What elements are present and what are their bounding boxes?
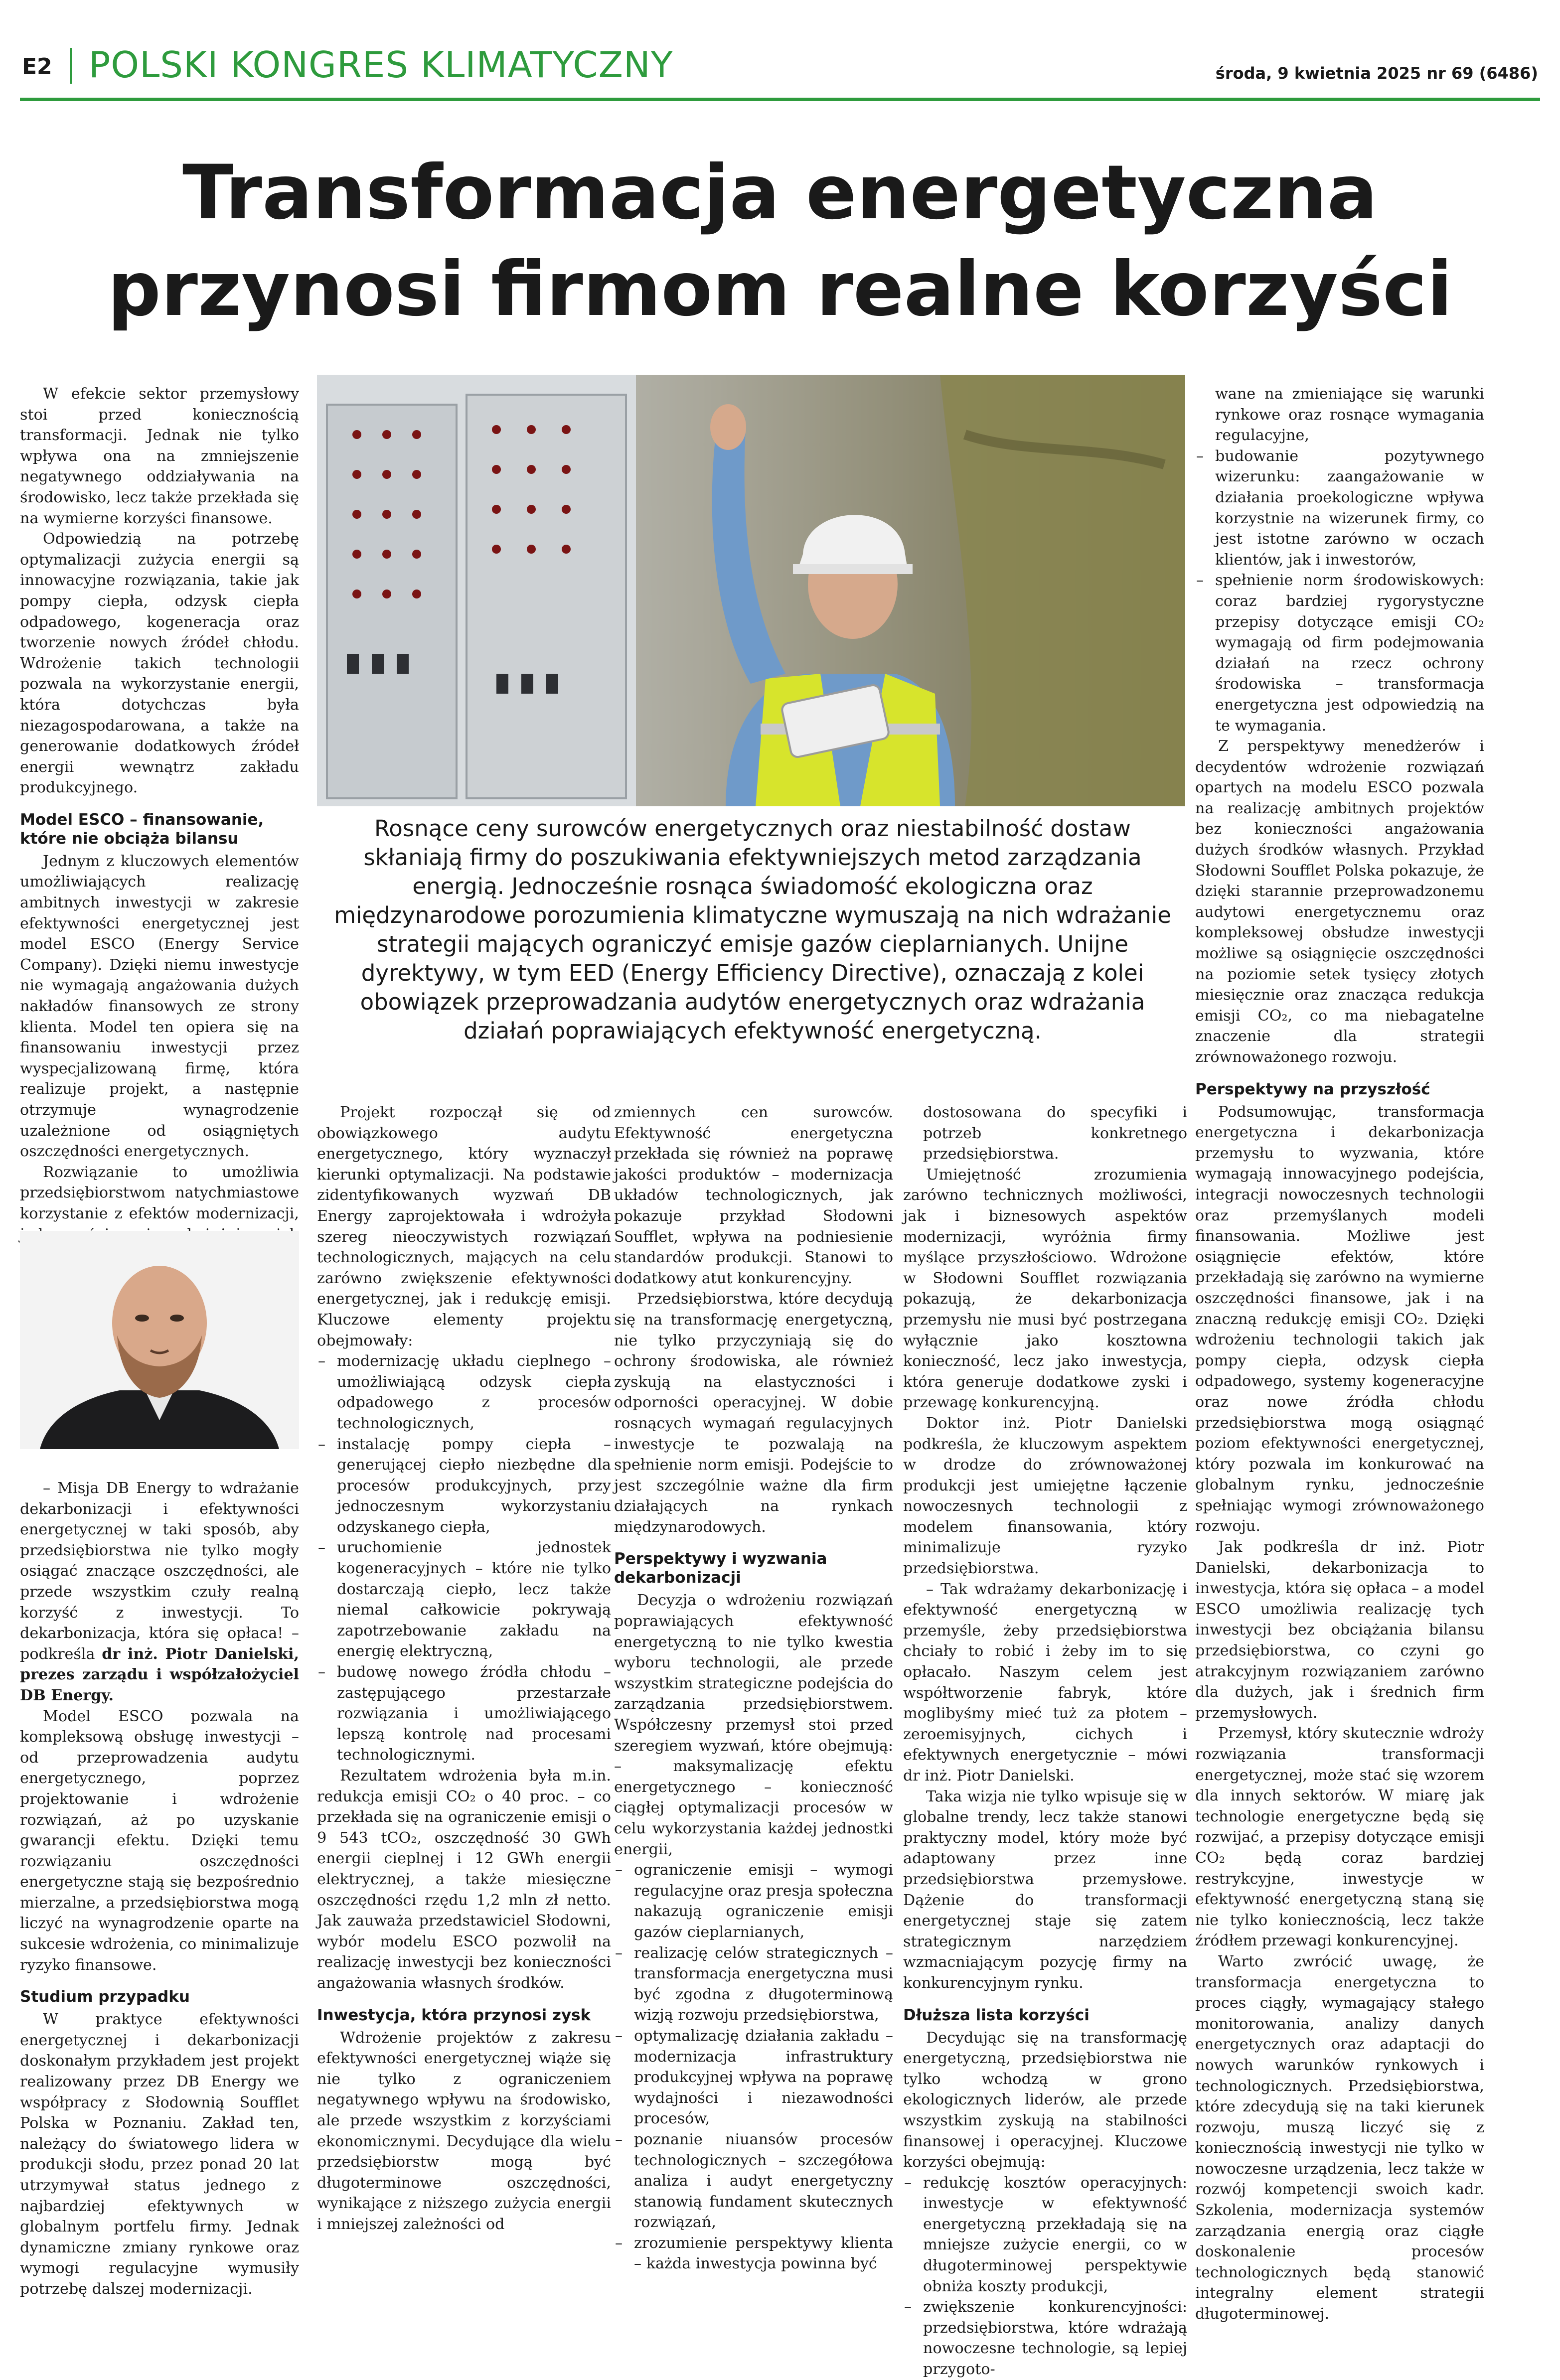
headline [0,145,1560,338]
list-item: – realizację celów strategicznych – transformacja energetyczna musi być zgodna z długoterminową wizją rozwoju przedsiębiorstwa, [614,1943,893,2026]
paragraph: Decydując się na transformację energetyczną, przedsiębiorstwa nie tylko wchodzą w grono ekologicznych liderów, ale przede wszystkim zyskują na stabilności finansowej i operacyjnej. Kluczowe korzyści obejmują: [903,2029,1187,2171]
paragraph: Wdrożenie projektów z zakresu efektywności energetycznej wiąże się nie tylko z ograniczeniem negatywnego wpływu na środowisko, ale przede wszystkim z korzyściami ekonomicznymi. Decydujące dla wielu przedsiębiorstw mogą być długoterminowe oszczędności, wynikające z niższego zużycia energii i mniejszej zależności od [317,2029,611,2233]
section-title: POLSKI KONGRES KLIMATYCZNY [89,44,673,86]
column-c [903,1102,1187,2380]
paragraph: dostosowana do specyfiki i potrzeb konkretnego przedsiębiorstwa. [923,1104,1187,1163]
paragraph: Podsumowując, transformacja energetyczna i dekarbonizacja przemysłu to wyzwania, które wymagają innowacyjnego podejścia, integracji nowoczesnych technologii oraz przemyślanych modeli finansowania. Możliwe jest osiągnięcie efektów, które przekładają się zarówno na wymierne oszczędności finansowe, jak i na znaczną redukcję emisji CO₂. Dzięki wdrożeniu technologii takich jak pompy ciepła, odzysk ciepła odpadowego, systemy kogeneracyjne oraz nowe źródła chłodu przedsiębiorstwa mogą osiągnąć poziom efektywności energetycznej, który pozwala im konkurować na globalnym rynku, jednocześnie spełniając wymogi zrównoważonego rozwoju. [1195,1103,1484,1535]
headline-line-1: Transformacja energetyczna [182,149,1378,236]
bullet-list [614,1860,893,2274]
list-item: – zrozumienie perspektywy klienta – każda inwestycja powinna być [614,2233,893,2274]
column-1-top [20,384,299,1266]
paragraph: Umiejętność zrozumienia zarówno technicznych możliwości, jak i biznesowych aspektów modernizacji, wyróżnia firmy myślące przyszłościowo. Wdrożone w Słodowni Soufflet rozwiązania pokazują, że dekarbonizacja przemysłu nie musi być postrzegana wyłącznie jako kosztowna konieczność, lecz jako inwestycja, która generuje dodatkowe zyski i przewagę konkurencyjną. [903,1166,1187,1412]
paragraph: Projekt rozpoczął się od obowiązkowego audytu energetycznego, który wyznaczył kierunki optymalizacji. Na podstawie zidentyfikowanych wyzwań DB Energy zaprojektowała i wdrożyła szereg nieoczywistych rozwiązań technologicznych, mających na celu zarówno zwiększenie efektywności energetycznej, jak i redukcję emisji. Kluczowe elementy projektu obejmowały: [317,1104,611,1349]
subheading-perspectives: Perspektywy i wyzwania dekarbonizacji [614,1550,827,1587]
engineer-illustration [317,375,1185,806]
paragraph: wane na zmieniające się warunki rynkowe oraz rosnące wymagania regulacyjne, [1215,385,1484,445]
paragraph: Przemysł, który skutecznie wdroży rozwiązania transformacji energetycznej, może stać się wzorem dla innych sektorów. W miarę jak technologie energetyczne będą się rozwijać, a przepisy dotyczące emisji CO₂ będą coraz bardziej restrykcyjne, inwestycje w efektywność energetyczną staną się nie tylko koniecznością, lecz także źródłem przewagi konkurencyjnej. [1195,1725,1484,1950]
subheading-investment: Inwestycja, która przynosi zysk [317,2006,591,2024]
bullet-list [1195,446,1484,736]
paragraph: Jednym z kluczowych elementów umożliwiających realizację ambitnych inwestycji w zakresie efektywności energetycznej jest model ESCO (Energy Service Company). Dzięki niemu inwestycje nie wymagają angażowania dużych nakładów finansowych ze strony klienta. Model ten opiera się na finansowaniu inwestycji przez wyspecjalizowaną firmę, która realizuje projekt, a następnie otrzymuje wynagrodzenie uzależnione od osiągniętych oszczędności energetycznych. [20,852,299,1161]
list-item: – instalację pompy ciepła – generującej ciepło niezbędne dla procesów produkcyjnych, przy jednoczesnym wykorzystaniu odzyskanego ciepła, [317,1434,611,1538]
list-item: – uruchomienie jednostek kogeneracyjnych – które nie tylko dostarczają ciepło, lecz także niemal całkowicie pokrywają zapotrzebowanie zakładu na energię elektryczną, [317,1537,611,1662]
quote-author: dr inż. Piotr Danielski, prezes zarządu i współzałożyciel DB Energy. [20,1645,299,1704]
column-b [614,1102,893,2274]
issue-info: środa, 9 kwietnia 2025 nr 69 (6486) [1215,64,1538,83]
paragraph: Model ESCO pozwala na kompleksową obsługę inwestycji – od przeprowadzenia audytu energetycznego, poprzez projektowanie i wdrożenie rozwiązań, aż po uzyskanie gwarancji efektu. Dzięki temu rozwiązaniu oszczędności energetyczne stają się bezpośrednio mierzalne, a przedsiębiorstwa mogą liczyć na wynagrodzenie oparte na sukcesie wdrożenia, co minimalizuje ryzyko finansowe. [20,1707,299,1974]
list-item: – poznanie niuansów procesów technologicznych – szczegółowa analiza i audyt energetyczny stanowią fundament skutecznych rozwiązań, [614,2129,893,2233]
subheading-esco: Model ESCO – finansowanie, które nie obciąża bilansu [20,810,264,848]
paragraph: Warto zwrócić uwagę, że transformacja energetyczna to proces ciągły, wymagający stałego monitorowania, analizy danych energetycznych oraz adaptacji do nowych warunków rynkowych i technologicznych. Przedsiębiorstwa, które zdecydują się na taki kierunek rozwoju, muszą liczyć się z koniecznością inwestycji nie tylko w nowoczesne urządzenia, lecz także w rozwój kompetencji swoich kadr. Szkolenia, modernizacja systemów zarządzania energią oraz ciągłe doskonalenie procesów technologicznych będą stanowić integralny element strategii długoterminowej. [1195,1952,1484,2323]
subheading-benefits: Dłuższa lista korzyści [903,2006,1090,2024]
quote-text: – Misja DB Energy to wdrażanie dekarbonizacji i efektywności energetycznej w taki sposób, aby przedsiębiorstwa nie tylko mogły osiągać znaczące oszczędności, ale przede wszystkim czuły realną korzyść z inwestycji. To dekarbonizacja, która się opłaca! – podkreśla [20,1480,299,1663]
list-item: – modernizację układu cieplnego – umożliwiającą odzysk ciepła odpadowego z procesów technologicznych, [317,1351,611,1434]
portrait-illustration [20,1231,299,1449]
header-rule [20,98,1540,101]
paragraph: Rozwiązanie to umożliwia przedsiębiorstwom natychmiastowe korzystanie z efektów modernizacji, [20,1163,299,1222]
column-a [317,1102,611,2234]
bullet-list [903,2173,1187,2380]
paragraph: Z perspektywy menedżerów i decydentów wdrożenie rozwiązań opartych na modelu ESCO pozwala na realizację ambitnych projektów bez konieczności angażowania dużych środków własnych. Przykład Słodowni Soufflet Polska pokazuje, że dzięki starannie przeprowadzonemu audytowi energetycznemu oraz kompleksowej obsłudze inwestycji możliwe są osiągnięcie oszczędności na poziomie setek tysięcy złotych miesięcznie oraz znacząca redukcja emisji CO₂, co ma niebagatelne znaczenie dla strategii zrównoważonego rozwoju. [1195,738,1484,1066]
list-item: – ograniczenie emisji – wymogi regulacyjne oraz presja społeczna nakazują ograniczenie emisji gazów cieplarnianych, [614,1860,893,1942]
paragraph: Jak podkreśla dr inż. Piotr Danielski, dekarbonizacja to inwestycja, która się opłaca – a model ESCO umożliwia realizację tych inwestycji bez obciążania bilansu przedsiębiorstwa, co czyni go atrakcyjnym rozwiązaniem zarówno dla dużych, jak i średnich firm przemysłowych. [1195,1538,1484,1722]
list-item: – budowanie pozytywnego wizerunku: zaangażowanie w działania proekologiczne wpływa korzystnie na wizerunek firmy, co jest istotne zarówno w oczach klientów, jak i inwestorów, [1195,446,1484,571]
page-number: E2 [22,54,52,79]
list-item: – optymalizację działania zakładu – modernizacja infrastruktury produkcyjnej wpływa na poprawę wydajności i niezawodności procesów, [614,2026,893,2129]
paragraph: zmiennych cen surowców. Efektywność energetyczna przekłada się również na poprawę jakości produktów – modernizacja układów technologicznych, jak pokazuje przykład Słodowni Soufflet, wpływa na podniesienie standardów produkcji. Stanowi to dodatkowy atut konkurencyjny. [614,1104,893,1287]
column-1-bottom [20,1478,299,2300]
paragraph: W efekcie sektor przemysłowy stoi przed koniecznością transformacji. Jednak nie tylko wpływa ona na zmniejszenie negatywnego oddziaływania na środowisko, lecz także przekłada się na wymierne korzyści finansowe. [20,385,299,527]
main-photo [317,375,1185,806]
subheading-future: Perspektywy na przyszłość [1195,1080,1430,1098]
header-separator [70,48,72,84]
list-item: – spełnienie norm środowiskowych: coraz bardziej rygorystyczne przepisy dotyczące emisji CO₂ wymagają od firm podejmowania działań na rzecz ochrony środowiska – transformacja energetyczna jest odpowiedzią na te wymagania. [1195,570,1484,736]
portrait-photo [20,1231,299,1449]
lead-paragraph: Rosnące ceny surowców energetycznych oraz niestabilność dostaw skłaniają firmy do poszukiwania efektywniejszych metod zarządzania energią. Jednocześnie rosnąca świadomość ekologiczna oraz międzynarodowe porozumienia klimatyczne wymuszają na nich wdrażanie strategii mających ograniczyć emisje gazów cieplarnianych. Unijne dyrektywy, w tym EED (Energy Efficiency Directive), oznaczają z kolei obowiązek przeprowadzania audytów energetycznych oraz wdrażania działań poprawiających efektywność energetyczną. [334,815,1171,1044]
subheading-case-study: Studium przypadku [20,1988,190,2006]
list-item: – budowę nowego źródła chłodu – zastępującego przestarzałe rozwiązania i umożliwiającego lepszą kontrolę nad procesami technologicznymi. [317,1662,611,1766]
list-item: – zwiększenie konkurencyjności: przedsiębiorstwa, które wdrażają nowoczesne technologie, są lepiej przygoto- [903,2297,1187,2380]
bullet-list [317,1351,611,1766]
paragraph: – Tak wdrażamy dekarbonizację i efektywność energetyczną w przemyśle, żeby przedsiębiorstwa chciały to robić i żeby im to się opłacało. Naszym celem jest współtworzenie fabryk, które moglibyśmy mieć tuż za płotem – zeroemisyjnych, cichych i efektywnych energetycznie – mówi dr inż. Piotr Danielski. [903,1580,1187,1785]
list-item: – redukcję kosztów operacyjnych: inwestycje w efektywność energetyczną przekładają się na mniejsze zużycie energii, co w długoterminowej perspektywie obniża koszty produkcji, [903,2173,1187,2297]
paragraph: Doktor inż. Piotr Danielski podkreśla, że kluczowym aspektem w drodze do zrównoważonej produkcji jest umiejętne łączenie nowoczesnych technologii z modelem finansowania, który minimalizuje ryzyko przedsiębiorstwa. [903,1414,1187,1578]
column-4 [1195,384,1484,2325]
paragraph: W praktyce efektywności energetycznej i dekarbonizacji doskonałym przykładem jest projekt realizowany przez DB Energy we współpracy z Słodownią Soufflet Polska w Poznaniu. Zakład ten, należący do światowego lidera w produkcji słodu, przez ponad 20 lat utrzymywał status jednego z najbardziej efektywnych w globalnym portfelu firmy. Jednak dynamiczne zmiany rynkowe oraz wymogi regulacyjne wymusiły potrzebę dalszej modernizacji. [20,2011,299,2298]
headline-line-2: przynosi firmom realne korzyści [107,246,1453,333]
paragraph: Odpowiedzią na potrzebę optymalizacji zużycia energii są innowacyjne rozwiązania, takie jak pompy ciepła, odzysk ciepła odpadowego, kogeneracja oraz tworzenie nowych źródeł chłodu. Wdrożenie takich technologii pozwala na wykorzystanie energii, która dotychczas była niezagospodarowana, a także na generowanie dodatkowych źródeł energii wewnątrz zakładu produkcyjnego. [20,530,299,797]
quote-paragraph [20,1478,299,1706]
paragraph: Taka wizja nie tylko wpisuje się w globalne trendy, lecz także stanowi praktyczny model, który może być adaptowany przez inne przedsiębiorstwa przemysłowe. Dążenie do transformacji energetycznej staje się zatem strategicznym narzędziem wzmacniającym pozycję firmy na konkurencyjnym rynku. [903,1787,1187,1992]
paragraph: Decyzja o wdrożeniu rozwiązań poprawiających efektywność energetyczną to nie tylko kwestia wyboru technologii, ale przede wszystkim strategiczne podejścia do zarządzania przedsiębiorstwem. Współczesny przemysł stoi przed szeregiem wyzwań, które obejmują: – maksymalizację efektu energetycznego – konieczność ciągłej optymalizacji procesów w celu wykorzystania każdej jednostki energii, [614,1592,893,1858]
paragraph: Rezultatem wdrożenia była m.in. redukcja emisji CO₂ o 40 proc. – co przekłada się na ograniczenie emisji o 9 543 tCO₂, oszczędność 30 GWh energii cieplnej i 12 GWh energii elektrycznej, a także miesięczne oszczędności rzędu 1,2 mln zł netto. Jak zauważa przedstawiciel Słodowni, wybór modelu ESCO pozwolił na realizację inwestycji bez konieczności angażowania własnych środków. [317,1767,611,1992]
paragraph: Przedsiębiorstwa, które decydują się na transformację energetyczną, nie tylko przyczyniają się do ochrony środowiska, ale również zyskują na elastyczności i odporności operacyjnej. W dobie rosnących wymagań regulacyjnych inwestycje te pozwalają na spełnienie norm emisji. Podejście to jest szczególnie ważne dla firm działających na rynkach międzynarodowych. [614,1290,893,1536]
